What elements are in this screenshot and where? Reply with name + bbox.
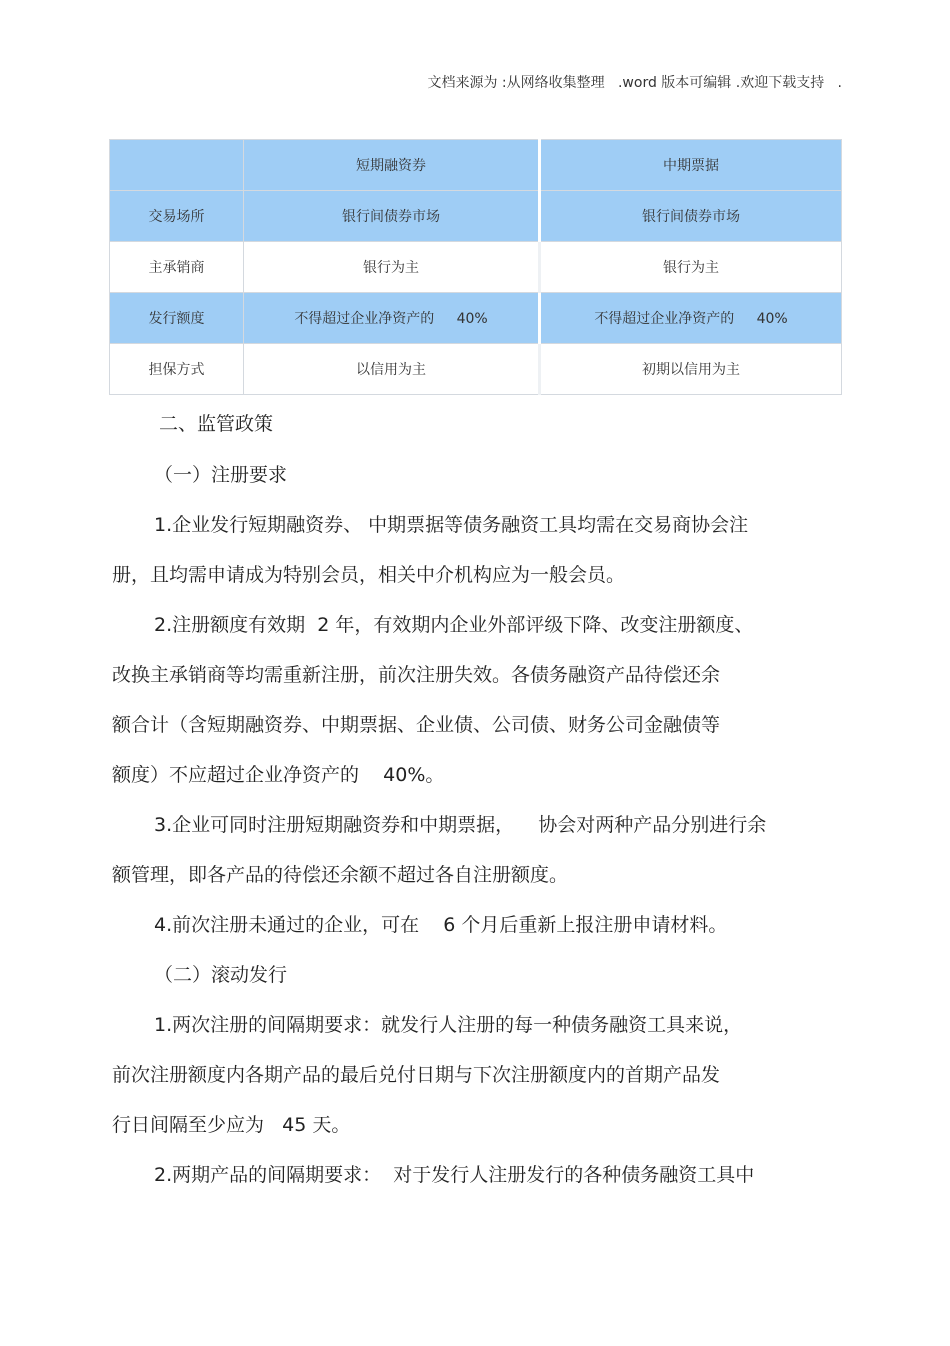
table-cell: 以信用为主 <box>244 344 540 395</box>
table-row <box>110 293 842 344</box>
table-cell: 银行间债券市场 <box>244 191 540 242</box>
table-header-cell: 短期融资券 <box>244 140 540 191</box>
page-header-note: 文档来源为 :从网络收集整理 .word 版本可编辑 .欢迎下载支持 . <box>427 75 842 91</box>
table-row <box>110 344 842 395</box>
paragraph-line: 4.前次注册未通过的企业，可在 6 个月后重新上报注册申请材料。 <box>154 914 728 936</box>
table-cell: 主承销商 <box>110 242 244 293</box>
paragraph-line: 3.企业可同时注册短期融资券和中期票据， 协会对两种产品分别进行余 <box>154 814 767 836</box>
table-cell: 不得超过企业净资产的 40% <box>244 293 540 344</box>
table-cell: 银行为主 <box>244 242 540 293</box>
table-cell: 初期以信用为主 <box>540 344 842 395</box>
paragraph-line: 1.企业发行短期融资券、 中期票据等债务融资工具均需在交易商协会注 <box>154 514 749 536</box>
paragraph-line: 额管理，即各产品的待偿还余额不超过各自注册额度。 <box>112 864 569 886</box>
table-header-cell: 中期票据 <box>540 140 842 191</box>
paragraph-line: 额度）不应超过企业净资产的 40%。 <box>112 764 445 786</box>
section-title: 二、监管政策 <box>159 413 274 435</box>
table-row <box>110 242 842 293</box>
table-row <box>110 191 842 242</box>
subsection-title: （一）注册要求 <box>154 464 288 486</box>
table-cell: 发行额度 <box>110 293 244 344</box>
paragraph-line: 2.注册额度有效期 2 年，有效期内企业外部评级下降、改变注册额度、 <box>154 614 754 636</box>
table-cell: 交易场所 <box>110 191 244 242</box>
paragraph-line: 行日间隔至少应为 45 天。 <box>112 1114 351 1136</box>
paragraph-line: 1.两次注册的间隔期要求：就发行人注册的每一种债务融资工具来说， <box>154 1014 743 1036</box>
table-cell: 不得超过企业净资产的 40% <box>540 293 842 344</box>
table-cell: 银行间债券市场 <box>540 191 842 242</box>
paragraph-line: 2.两期产品的间隔期要求： 对于发行人注册发行的各种债务融资工具中 <box>154 1164 755 1186</box>
subsection-title: （二）滚动发行 <box>154 964 288 986</box>
comparison-table <box>109 139 842 395</box>
paragraph-line: 额合计（含短期融资券、中期票据、企业债、公司债、财务公司金融债等 <box>112 714 721 736</box>
table-header-cell <box>110 140 244 191</box>
paragraph-line: 前次注册额度内各期产品的最后兑付日期与下次注册额度内的首期产品发 <box>112 1064 721 1086</box>
table-cell: 担保方式 <box>110 344 244 395</box>
paragraph-line: 改换主承销商等均需重新注册，前次注册失效。各债务融资产品待偿还余 <box>112 664 721 686</box>
table-cell: 银行为主 <box>540 242 842 293</box>
paragraph-line: 册，且均需申请成为特别会员，相关中介机构应为一般会员。 <box>112 564 626 586</box>
table-header-row <box>110 140 842 191</box>
